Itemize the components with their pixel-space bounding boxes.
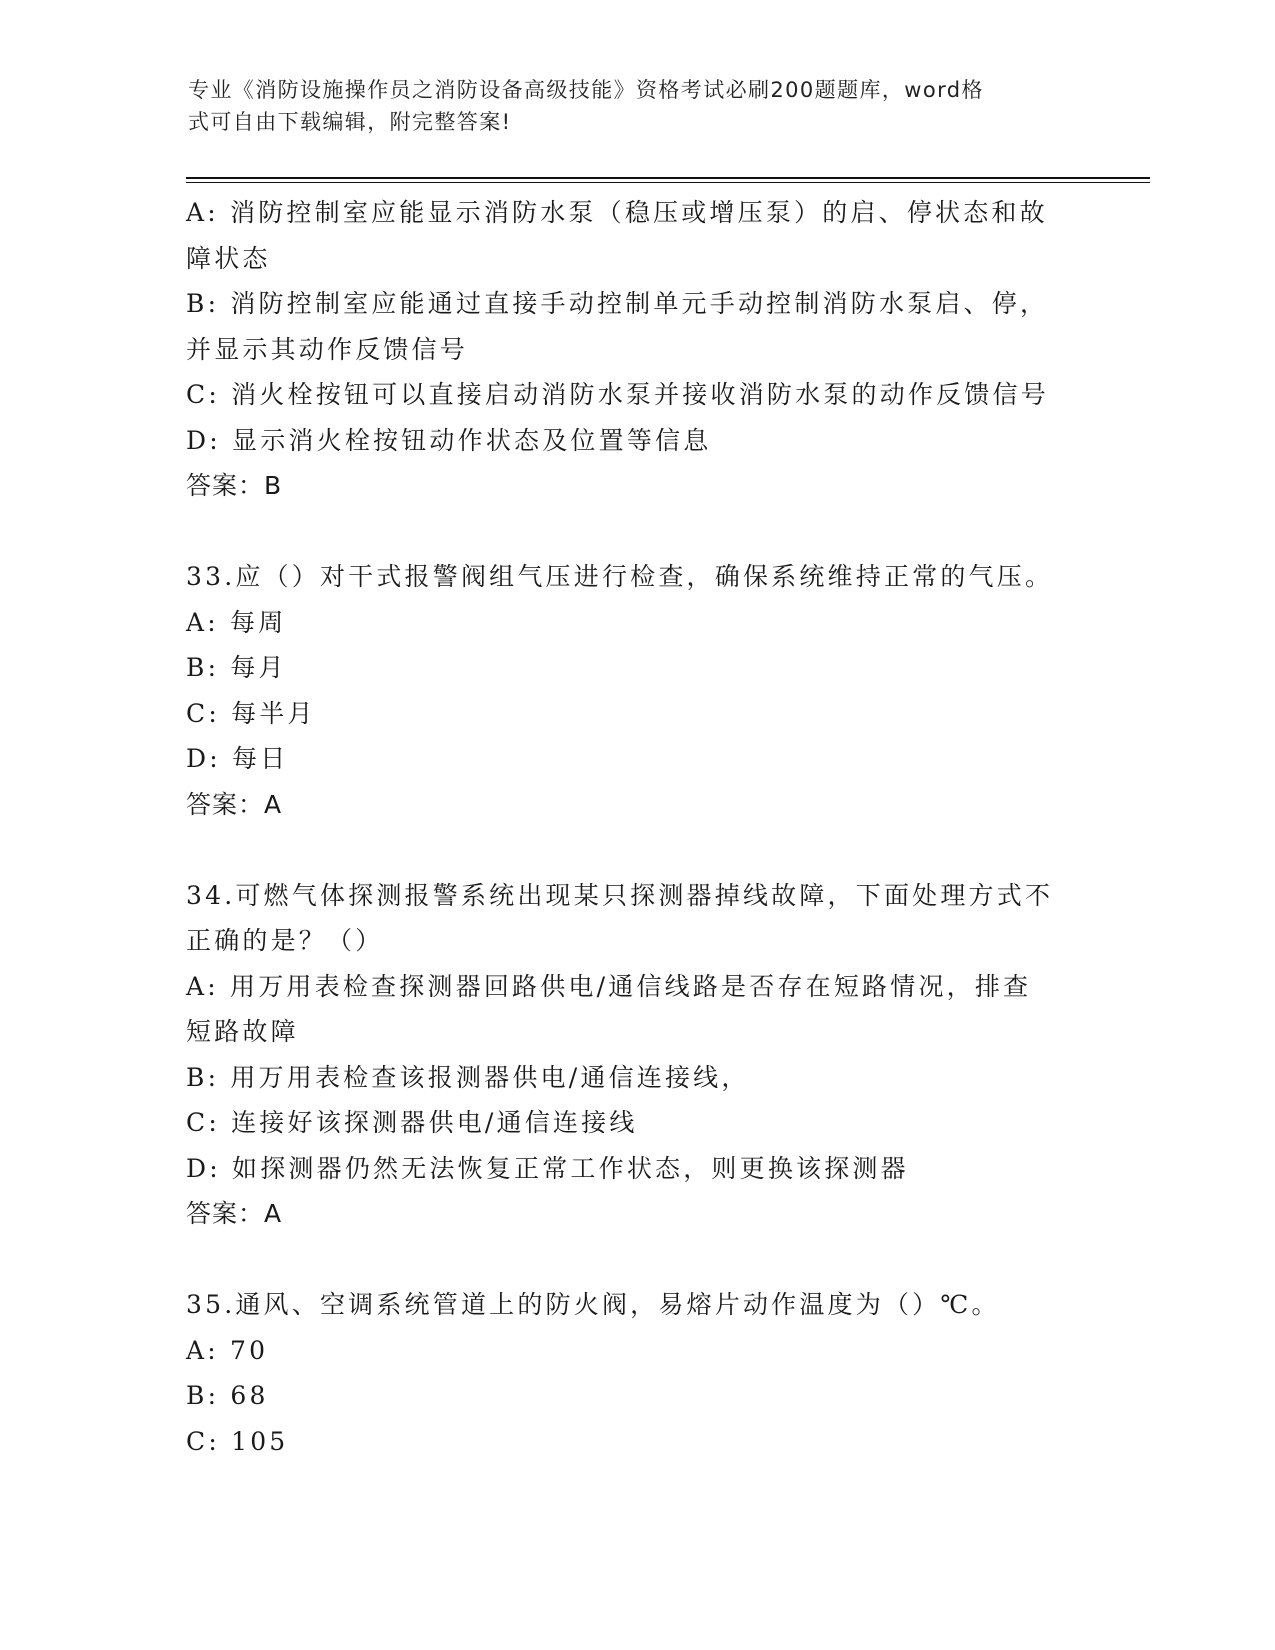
document-header — [188, 74, 1068, 138]
q33-option-c: C: 每半月 — [186, 698, 316, 728]
q35-option-b: B: 68 — [186, 1381, 269, 1410]
q32-option-b-line-2: 并显示其动作反馈信号 — [186, 334, 469, 364]
q35-question: 35.通风、空调系统管道上的防火阀，易熔片动作温度为（）℃。 — [186, 1290, 1000, 1319]
q33-option-a: A: 每周 — [186, 607, 287, 637]
q32-option-c: C: 消火栓按钮可以直接启动消防水泵并接收消防水泵的动作反馈信号 — [186, 380, 1049, 409]
q33-option-d: D: 每日 — [186, 744, 289, 773]
q35-option-c: C: 105 — [186, 1426, 289, 1456]
q34-answer: 答案：A — [186, 1199, 283, 1228]
spacer — [186, 509, 1086, 555]
question-list — [186, 190, 1086, 1464]
question-32-block — [186, 190, 1086, 509]
q34-question-line-1: 34.可燃气体探测报警系统出现某只探测器掉线故障，下面处理方式不 — [186, 880, 1054, 910]
q34-option-a-line-2: 短路故障 — [186, 1017, 299, 1046]
q34-question-line-2: 正确的是？（） — [186, 926, 384, 955]
q34-option-c: C: 连接好该探测器供电/通信连接线 — [186, 1108, 638, 1137]
q32-option-a-line-1: A: 消防控制室应能显示消防水泵（稳压或增压泵）的启、停状态和故 — [186, 198, 1048, 227]
question-33-block — [186, 554, 1086, 827]
q33-answer: 答案：A — [186, 789, 283, 819]
q32-option-d: D: 显示消火栓按钮动作状态及位置等信息 — [186, 425, 712, 455]
question-34-block — [186, 873, 1086, 1237]
q32-option-b-line-1: B: 消防控制室应能通过直接手动控制单元手动控制消防水泵启、停， — [186, 289, 1049, 318]
question-35-block — [186, 1282, 1086, 1464]
q32-answer: 答案：B — [186, 471, 283, 500]
spacer — [186, 1237, 1086, 1283]
q33-option-b: B: 每月 — [186, 653, 287, 682]
q33-question: 33.应（）对干式报警阀组气压进行检查，确保系统维持正常的气压。 — [186, 562, 1054, 591]
q35-option-a: A: 70 — [186, 1335, 269, 1365]
q32-option-a-line-2: 障状态 — [186, 243, 271, 273]
header-rule-thick — [186, 177, 1150, 179]
q34-option-d: D: 如探测器仍然无法恢复正常工作状态，则更换该探测器 — [186, 1153, 909, 1183]
header-rule-thin — [186, 182, 1150, 183]
q34-option-b: B: 用万用表检查该报测器供电/通信连接线， — [186, 1062, 750, 1092]
header-line-2: 式可自由下载编辑，附完整答案! — [188, 110, 512, 134]
spacer — [186, 827, 1086, 873]
header-line-1: 专业《消防设施操作员之消防设备高级技能》资格考试必刷200题题库，word格 — [188, 78, 984, 102]
q34-option-a-line-1: A: 用万用表检查探测器回路供电/通信线路是否存在短路情况，排查 — [186, 971, 1032, 1001]
